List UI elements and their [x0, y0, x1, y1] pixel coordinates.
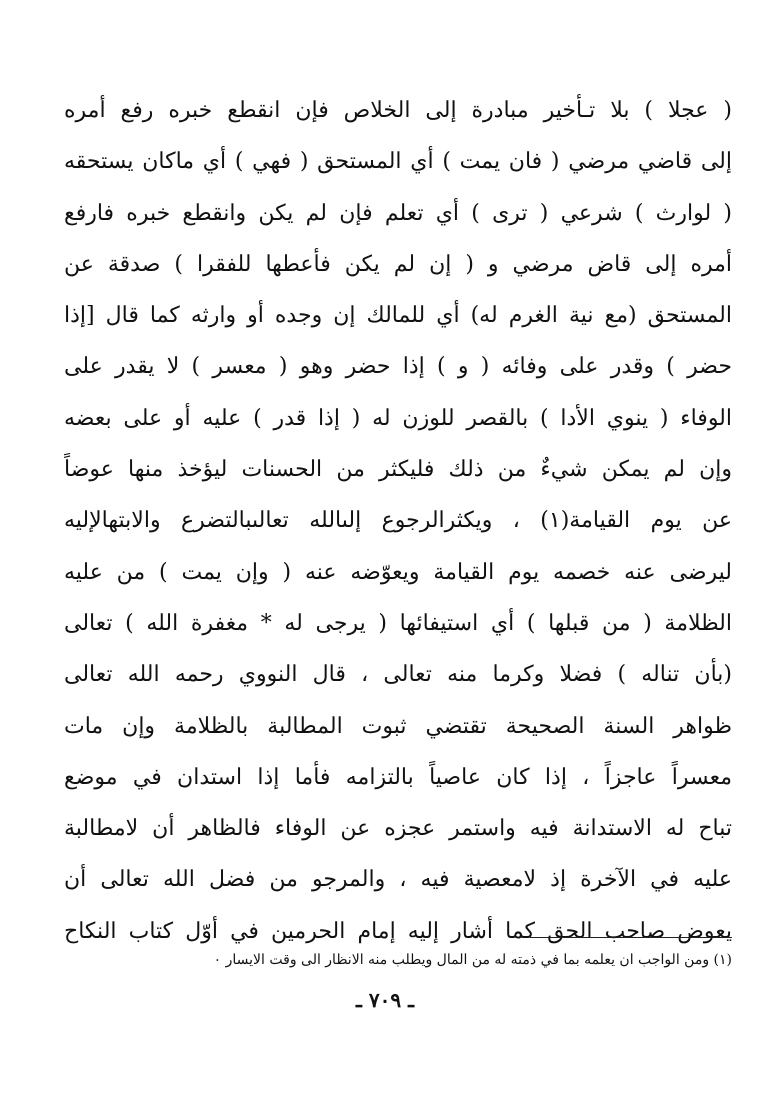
- footnote: (١) ومن الواجب ان يعلمه بما في ذمته له من المال ويطلب منه الانظار الى وقت الايسار ٠: [213, 952, 732, 968]
- text-line-8: وإن لم يمكن شيءٌ من ذلك فليكثر من الحسنات ليؤخذ منها عوضاً: [64, 457, 732, 483]
- text-line-3: ( لوارث ) شرعي ( ترى ) أي تعلم فإن لم يكن وانقطع خبره فارفع: [64, 200, 732, 226]
- text-line-1: ( عجلا ) بلا تـأخير مبادرة إلى الخلاص فإن انقطع خبره رفع أمره: [64, 98, 732, 123]
- text-line-5: المستحق (مع نية الغرم له) أي للمالك إن وجده أو وارثه كما قال [إذا: [64, 303, 732, 329]
- text-line-10: ليرضى عنه خصمه يوم القيامة ويعوّضه عنه ( وإن يمت ) من عليه: [64, 559, 732, 585]
- text-line-16: عليه في الآخرة إذ لامعصية فيه ، والمرجو من فضل الله تعالى أن: [64, 867, 732, 893]
- page-number: ـ ٧٠٩ ـ: [356, 988, 414, 1012]
- text-line-17: يعوض صاحب الحق كما أشار إليه إمام الحرمين في أوّل كتاب النكاح: [64, 918, 732, 944]
- footnote-separator: [530, 937, 732, 938]
- text-line-11: الظلامة ( من قبلها ) أي استيفائها ( يرجى له * مغفرة الله ) تعالى: [64, 610, 732, 636]
- text-line-7: الوفاء ( ينوي الأدا ) بالقصر للوزن له ( إذا قدر ) عليه أو على بعضه: [64, 405, 732, 431]
- text-line-9: عن يوم القيامة(١) ، ويكثرالرجوع إلىالله تعالىبالتضرع والابتهالإليه: [64, 508, 732, 534]
- text-line-15: تباح له الاستدانة فيه واستمر عجزه عن الوفاء فالظاهر أن لامطالبة: [64, 816, 732, 842]
- text-line-6: حضر ) وقدر على وفائه ( و ) إذا حضر وهو ( معسر ) لا يقدر على: [64, 354, 732, 380]
- text-line-2: إلى قاضي مرضي ( فان يمت ) أي المستحق ( فهي ) أي ماكان يستحقه: [64, 149, 732, 175]
- text-line-12: (بأن تناله ) فضلا وكرما منه تعالى ، قال النووي رحمه الله تعالى: [64, 662, 732, 688]
- text-line-4: أمره إلى قاض مرضي و ( إن لم يكن فأعطها للفقرا ) صدقة عن: [64, 251, 732, 277]
- text-line-13: ظواهر السنة الصحيحة تقتضي ثبوت المطالبة بالظلامة وإن مات: [64, 713, 732, 739]
- text-line-14: معسراً عاجزاً ، إذا كان عاصياً بالتزامه فأما إذا استدان في موضع: [64, 764, 732, 790]
- main-text-block: [64, 85, 732, 957]
